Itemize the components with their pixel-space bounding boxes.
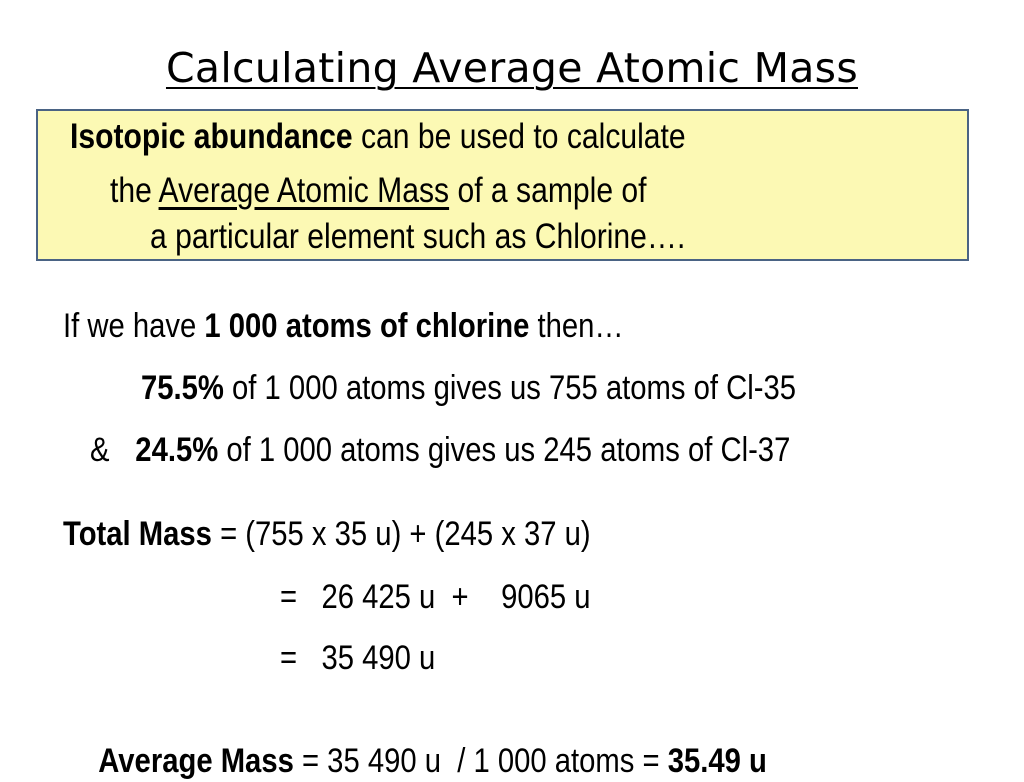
- isotopic-abundance-term: Isotopic abundance: [70, 117, 353, 156]
- cl35-line: [141, 367, 796, 409]
- average-mass-expression: = 35 490 u / 1 000 atoms =: [293, 742, 668, 780]
- total-mass-label: Total Mass: [63, 515, 212, 553]
- callout-line-1-text: can be used to calculate: [352, 117, 686, 156]
- average-atomic-mass-term: Average Atomic Mass: [158, 171, 450, 210]
- intro-line: [63, 305, 624, 347]
- callout-line-1: [70, 115, 686, 159]
- average-mass-label: Average Mass: [98, 742, 294, 780]
- callout-line-3: [150, 215, 685, 259]
- page-title: Calculating Average Atomic Mass: [165, 44, 858, 92]
- callout-line-2: [110, 169, 647, 213]
- total-mass-line: [63, 513, 591, 555]
- atom-count: 1 000 atoms of chlorine: [204, 307, 530, 345]
- total-mass-step-1: = 26 425 u + 9065 u: [280, 578, 591, 616]
- callout-line-3-text: a particular element such as Chlorine….: [150, 217, 686, 256]
- total-mass-step-2: = 35 490 u: [280, 639, 436, 677]
- cl37-percentage: 24.5%: [135, 431, 219, 469]
- intro-prefix: If we have: [63, 307, 205, 345]
- intro-suffix: then…: [529, 307, 624, 345]
- cl35-text: of 1 000 atoms gives us 755 atoms of Cl-35: [223, 369, 797, 407]
- ampersand: &: [90, 431, 110, 469]
- average-mass-line: [82, 698, 767, 782]
- definition-callout-box: [36, 109, 969, 261]
- cl37-line: [90, 429, 790, 471]
- cl37-text: of 1 000 atoms gives us 245 atoms of Cl-37: [218, 431, 791, 469]
- callout-line-2-prefix: the: [110, 171, 159, 210]
- average-mass-result: 35.49 u: [667, 742, 767, 780]
- callout-line-2-suffix: of a sample of: [449, 171, 647, 210]
- total-mass-expression: = (755 x 35 u) + (245 x 37 u): [211, 515, 591, 553]
- cl35-percentage: 75.5%: [141, 369, 224, 407]
